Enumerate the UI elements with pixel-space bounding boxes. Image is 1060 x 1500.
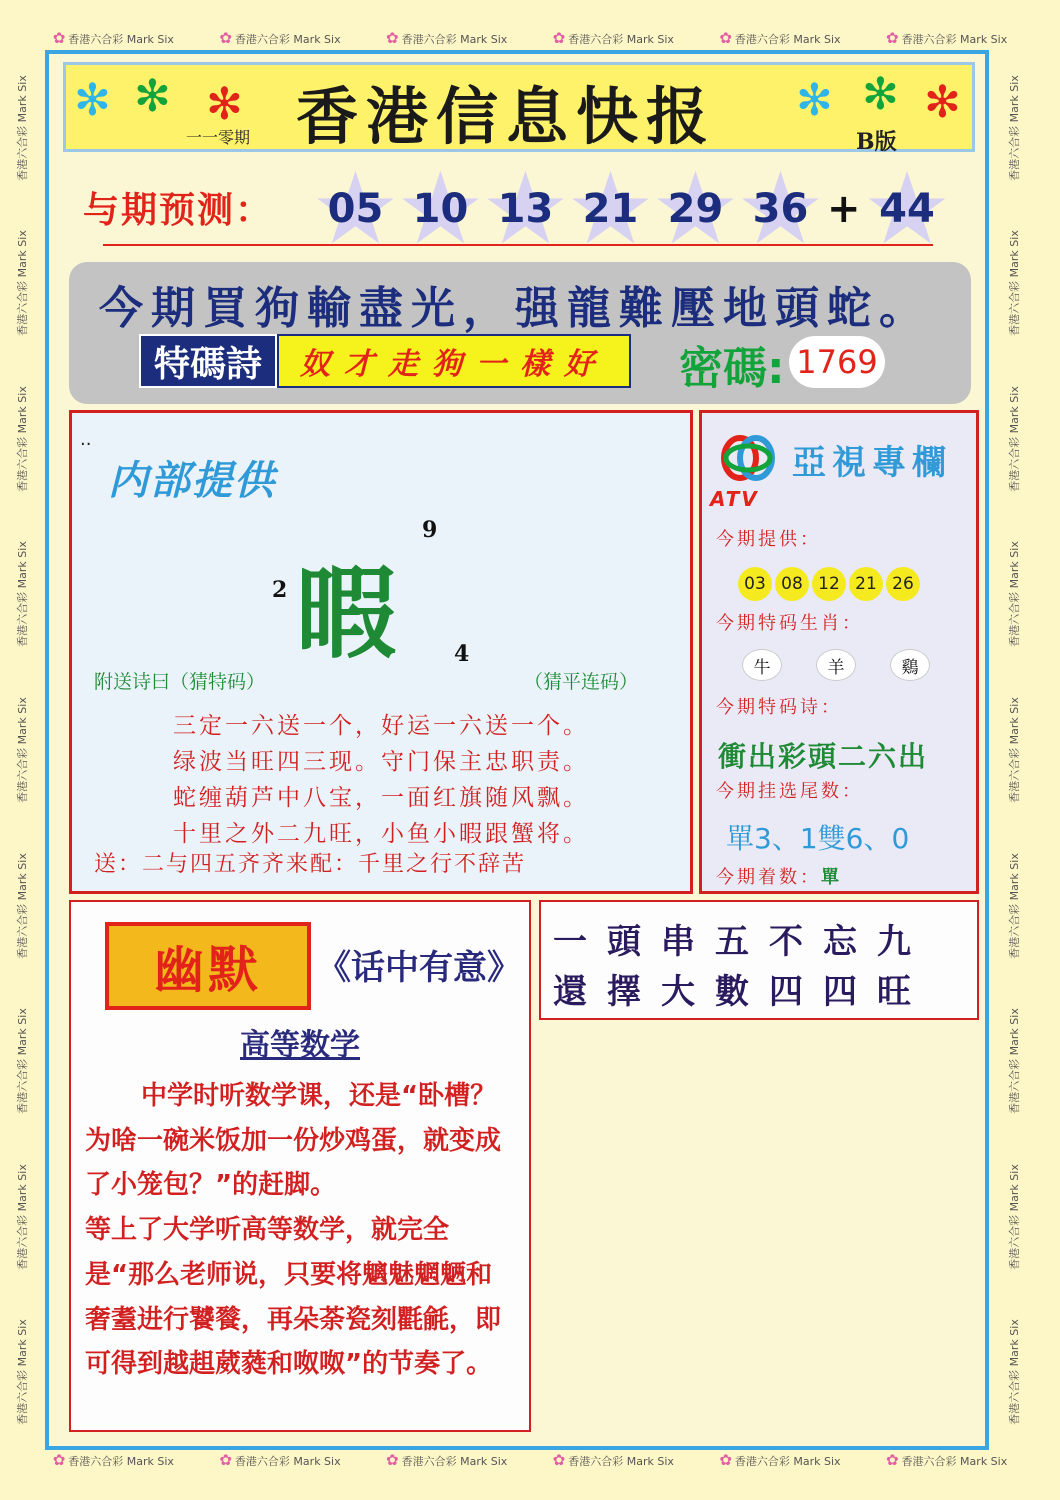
watermark: ✿ 香港六合彩 Mark Six [719, 29, 841, 47]
glyph-number-left: 2 [272, 577, 288, 603]
slogan-box [69, 262, 971, 404]
poem-label: 今期特码诗： [716, 697, 842, 718]
secret-code-label: 密碼: [679, 343, 785, 394]
prediction-number: ★ 13 [483, 174, 568, 244]
couplet-line: 一頭串五不忘九 [553, 922, 931, 962]
watermark: ✿ 香港六合彩 Mark Six [219, 1451, 341, 1469]
riddle-glyph: 暇 [296, 555, 396, 672]
watermark: 香港六合彩 Mark Six [1008, 541, 1022, 648]
watermark: 香港六合彩 Mark Six [1008, 74, 1022, 181]
plus-sign: + [827, 186, 861, 232]
bonus-line: 送：二与四五齐齐来配：千里之行不辞苦 [94, 852, 527, 877]
couplet-panel [539, 900, 979, 1020]
prediction-number: ★ 10 [398, 174, 483, 244]
guess-special-label: 附送诗曰（猜特码） [94, 671, 266, 693]
watermark: 香港六合彩 Mark Six [16, 1008, 30, 1114]
slogan-text: 今期買狗輸盡光，强龍難壓地頭蛇。 [99, 283, 931, 334]
focus-row [716, 863, 842, 889]
humor-subtitle: 《话中有意》 [317, 948, 521, 988]
guess-flat-label: （猜平连码） [524, 671, 639, 693]
watermark: 香港六合彩 Mark Six [1008, 1163, 1022, 1270]
watermark: 香港六合彩 Mark Six [16, 1163, 30, 1270]
verse-line: 三定一六送一个，好运一六送一个。 [173, 713, 589, 739]
flower-icon: ✿ [885, 1451, 899, 1469]
internal-heading: 内部提供 [108, 458, 276, 504]
watermark-right [992, 50, 1036, 1450]
number-ball: 03 [738, 567, 772, 601]
watermark: 香港六合彩 Mark Six [1008, 697, 1022, 803]
issue-number: 一一零期 [186, 128, 251, 147]
page-title: 香港信息快报 [296, 80, 717, 153]
star-icon: ✻ [206, 79, 243, 130]
verse-line: 蛇缠葫芦中八宝，一面红旗随风飘。 [173, 785, 589, 811]
divider [103, 244, 933, 246]
watermark: 香港六合彩 Mark Six [16, 230, 30, 337]
star-icon: ✻ [862, 69, 899, 120]
dots: .. [80, 429, 92, 450]
flower-icon: ✿ [219, 1451, 232, 1469]
tail-label: 今期挂选尾数： [716, 781, 863, 802]
tail-numbers: 單3、1雙6、0 [726, 822, 910, 855]
watermark: 香港六合彩 Mark Six [16, 852, 30, 959]
number-ball: 26 [886, 567, 920, 601]
special-poem-text: 奴才走狗一樣好 [277, 334, 631, 388]
watermark: ✿ 香港六合彩 Mark Six [52, 1451, 174, 1469]
prediction-label: 与期预测： [83, 190, 274, 231]
flower-icon: ✿ [386, 1451, 399, 1469]
watermark: ✿ 香港六合彩 Mark Six [552, 1451, 674, 1469]
humor-body [85, 1074, 517, 1387]
flower-icon: ✿ [719, 29, 732, 47]
flower-icon: ✿ [885, 29, 899, 47]
prediction-number: ★ 21 [568, 174, 653, 244]
watermark: ✿ 香港六合彩 Mark Six [52, 29, 174, 47]
provide-label: 今期提供： [716, 529, 821, 550]
number-ball: 08 [775, 567, 809, 601]
zodiac-item: 鷄 [890, 649, 930, 681]
watermark: 香港六合彩 Mark Six [1008, 852, 1022, 959]
zodiac-item: 牛 [742, 649, 782, 681]
prediction-numbers [313, 174, 950, 244]
focus-label: 今期着数： [716, 867, 821, 888]
flower-icon: ✿ [219, 29, 232, 47]
humor-badge: 幽默 [105, 922, 311, 1010]
watermark-left [0, 50, 44, 1450]
number-ball: 21 [849, 567, 883, 601]
watermark: ✿ 香港六合彩 Mark Six [386, 1451, 508, 1469]
special-poem-label: 特碼詩 [139, 334, 277, 388]
internal-panel [69, 410, 693, 894]
flower-icon: ✿ [719, 1451, 732, 1469]
flower-icon: ✿ [552, 29, 566, 47]
flower-icon: ✿ [552, 1451, 566, 1469]
watermark: 香港六合彩 Mark Six [16, 386, 30, 492]
humor-panel [69, 900, 531, 1432]
star-icon: ✻ [74, 75, 111, 126]
flower-icon: ✿ [386, 29, 399, 47]
watermark: 香港六合彩 Mark Six [16, 1319, 30, 1425]
star-icon: ✻ [134, 71, 171, 122]
watermark: 香港六合彩 Mark Six [1008, 230, 1022, 337]
secret-code-value: 1769 [789, 336, 885, 388]
zodiac-label: 今期特码生肖： [716, 613, 863, 634]
zodiac-list [742, 649, 930, 681]
watermark: 香港六合彩 Mark Six [1008, 1008, 1022, 1114]
atv-panel [699, 410, 979, 894]
atv-logo-icon [718, 433, 778, 483]
humor-paragraph: 等上了大学听高等数学，就完全是“那么老师说，只要将魑魅魍魉和奢耋进行饕餮，再朵荼瓷刻氍毹，即可得到越趄葳蕤和呶呶”的节奏了。 [85, 1215, 502, 1380]
page-frame [45, 50, 989, 1450]
edition-label: B版 [856, 129, 897, 155]
focus-value: 單 [821, 867, 842, 888]
verse-line: 绿波当旺四三现。守门保主忠职责。 [173, 749, 589, 775]
prediction-number: ★ 29 [653, 174, 738, 244]
special-code-poem: 衝出彩頭二六出 [718, 740, 929, 773]
prediction-number: ★ 05 [313, 174, 398, 244]
watermark: 香港六合彩 Mark Six [16, 697, 30, 803]
glyph-number-top: 9 [422, 517, 438, 543]
star-icon: ✻ [924, 77, 961, 128]
zodiac-item: 羊 [816, 649, 856, 681]
atv-logo-text: ATV [710, 487, 759, 511]
flower-icon: ✿ [52, 1451, 66, 1469]
header [63, 62, 975, 155]
special-number: ★ 44 [865, 174, 950, 244]
watermark: 香港六合彩 Mark Six [1008, 386, 1022, 492]
watermark: 香港六合彩 Mark Six [16, 74, 30, 181]
humor-paragraph: 中学时听数学课，还是“卧槽？为啥一碗米饭加一份炒鸡蛋，就变成了小笼包？”的赶脚。 [85, 1081, 502, 1201]
number-balls [738, 567, 920, 601]
watermark: ✿ 香港六合彩 Mark Six [885, 1451, 1008, 1469]
watermark: ✿ 香港六合彩 Mark Six [552, 29, 674, 47]
watermark: ✿ 香港六合彩 Mark Six [219, 29, 341, 47]
watermark: 香港六合彩 Mark Six [1008, 1319, 1022, 1425]
glyph-number-bottom: 4 [454, 641, 470, 667]
humor-title: 高等数学 [240, 1028, 360, 1063]
watermark: ✿ 香港六合彩 Mark Six [719, 1451, 841, 1469]
watermark: 香港六合彩 Mark Six [16, 541, 30, 648]
watermark: ✿ 香港六合彩 Mark Six [386, 29, 508, 47]
prediction-number: ★ 36 [738, 174, 823, 244]
prediction-row [63, 164, 975, 254]
star-icon: ✻ [796, 75, 833, 126]
couplet-line: 還擇大數四四旺 [553, 972, 931, 1012]
verse-line: 十里之外二九旺，小鱼小暇跟蟹将。 [173, 821, 589, 847]
flower-icon: ✿ [52, 29, 66, 47]
number-ball: 12 [812, 567, 846, 601]
watermark: ✿ 香港六合彩 Mark Six [885, 29, 1008, 47]
atv-title: 亞視專欄 [792, 443, 952, 483]
